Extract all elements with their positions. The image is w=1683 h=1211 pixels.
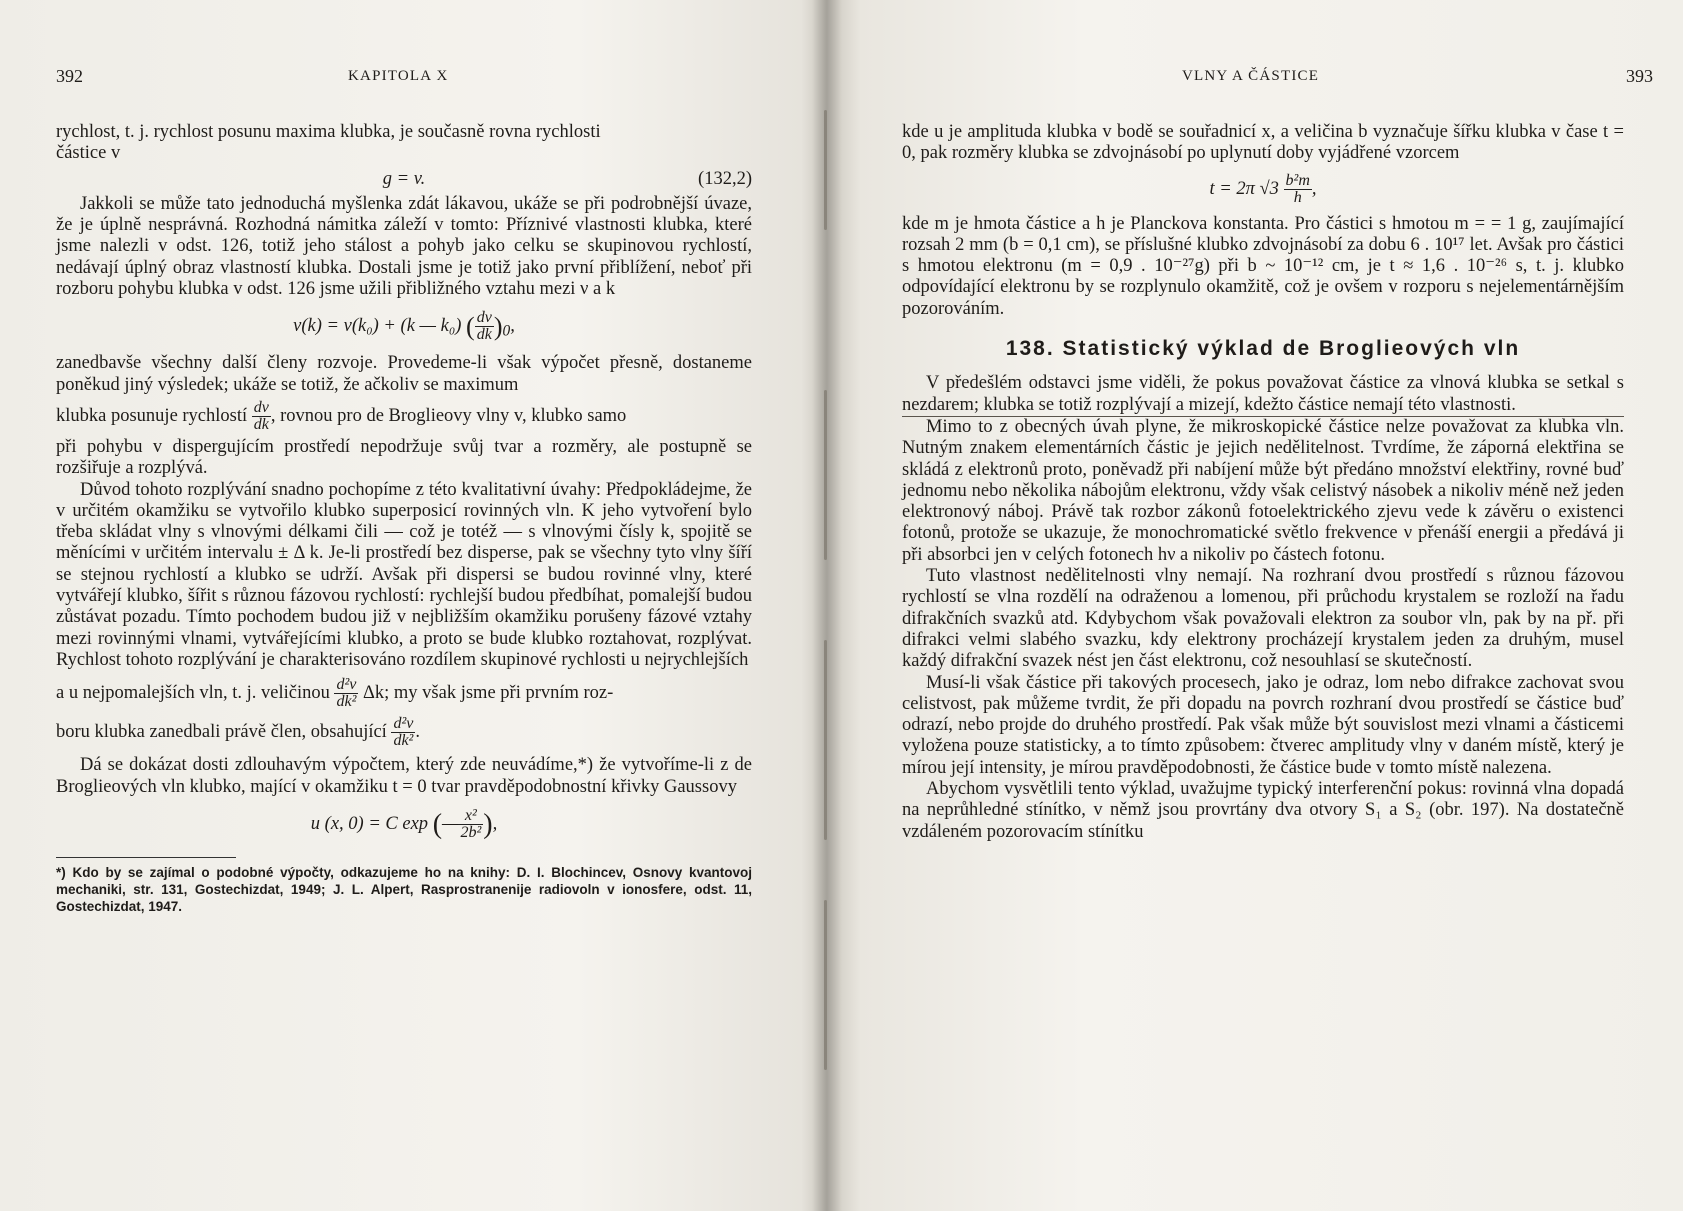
- section-heading: 138. Statistický výklad de Broglieových vln: [1005, 337, 1521, 361]
- footnote: *) Kdo by se zajímal o podobné výpočty, odkazujeme ho na knihy: D. I. Blochincev, Osnovy kvantovoj mechaniki, str. 131, Gostechizdat, 1949; J. L. Alpert, Rasprostranenije radiovoln v ionosfere, odst. 11, Gostechizdat, 1947.: [56, 864, 752, 914]
- paragraph: kde m je hmota částice a h je Planckova konstanta. Pro částici s hmotou m = = 1 g, zaujímající rozsah 2 mm (b = 0,1 cm), se příslušné klubko zdvojnásobí za dobu 6 . 10¹⁷ let. Avšak pro částici s hmotou elektronu (m = 0,9 . 10⁻²⁷g) při b ~ 10⁻¹² cm, je t ≈ 1,6 . 10⁻²⁶ s, t. j. klubko odpovídající elektronu by se rozplynulo okamžitě, což je ovšem v rozporu s nejelementárnějším pozorováním.: [902, 213, 1624, 319]
- equation-number: (132,2): [698, 168, 752, 189]
- right-page: [826, 0, 1683, 1211]
- equation-text: ν(k) = ν(k₀) + (k — k₀): [293, 316, 462, 337]
- paragraph: Dá se dokázat dosti zdlouhavým výpočtem, který zde neuvádíme,*) že vytvoříme-li z de Broglieových vln klubko, mající v okamžiku t = 0 tvar pravděpodobnostní křivky Gaussovy: [56, 755, 752, 797]
- equation-doubling-time: t = 2π √3 $\frac{\text{b²m}}{h}$ ,: [1209, 171, 1317, 206]
- paragraph: zanedbavše všechny další členy rozvoje. Provedeme-li však výpočet přesně, dostaneme poněkud jiný výsledek; ukáže se totiž, že ačkoliv se maximum: [56, 353, 752, 395]
- binding-stitch: [824, 390, 827, 560]
- fraction: $\frac{\text{d²ν}}{\text{dk²}}$: [336, 676, 357, 711]
- fraction: $\frac{d\nu}{dk}$: [253, 398, 269, 433]
- paragraph: Důvod tohoto rozplývání snadno pochopíme z této kvalitativní úvahy: Předpokládejme, že v určitém okamžiku se vytvořilo klubko superposicí rovinných vln. K jeho vytvoření bylo třeba skládat vlny s vlnovými délkami čili — což je totéž — s vlnovými čísly k, spojitě se měnícími v určitém intervalu ± Δ k. Je-li prostředí bez disperse, pak se všechny tyto vlny šíří se stejnou rychlostí a klubko se udrží. Avšak při dispersi se budou rovinné vlny, které vytvářejí klubko, šířit s různou fázovou rychlostí: rychlejší budou předbíhat, pomalejší budou zůstávat pozadu. Tímto pochodem budou již v nejbližším okamžiku porušeny fázové vztahy mezi rovinnými vlnami, vytvářejícími klubko, a proto se bude klubko roztahovat, rozplývat. Rychlost tohoto rozplývání je charakterisováno rozdílem skupinové rychlosti u nejrychlejších: [56, 479, 752, 670]
- equation-132-2: [56, 169, 752, 190]
- binding-stitch: [824, 110, 827, 230]
- paragraph-with-fraction: a u nejpomalejších vln, t. j. veličinou $\frac{\text{d²ν}}{\text{dk²}}$ Δk; my však jsme při prvním roz-: [56, 676, 614, 711]
- right-text-block: [902, 122, 1624, 843]
- page-number-right: 393: [1626, 66, 1653, 86]
- subscript: 0: [502, 322, 511, 340]
- running-head-left: KAPITOLA X: [348, 68, 449, 84]
- left-text-block: [56, 122, 752, 915]
- fraction: $\frac{\text{b²m}}{h}$: [1285, 171, 1310, 206]
- equation-expansion: ν(k) = ν(k₀) + (k — k₀) ( $\frac{d\nu}{dk}$ )$_0$,: [293, 309, 515, 344]
- running-head-right: VLNY A ČÁSTICE: [1182, 68, 1320, 84]
- paragraph: Tuto vlastnost nedělitelnosti vlny nemají. Na rozhraní dvou prostředí s různou fázovou rychlostí se vlna rozdělí na odraženou a lomenou, při průchodu krystalem se rozloží na řadu difrakčních svazků atd. Kdybychom však považovali elektron za soubor vln, pak by na př. při difrakci velmi slabého svazku, kdy elektrony procházejí krystalem jeden za druhým, musel každý difrakční svazek nést jen část elektronu, což nesouhlasí se skutečností.: [902, 566, 1624, 672]
- paragraph: Mimo to z obecných úvah plyne, že mikroskopické částice nelze považovat za klubka vln. Nutným znakem elementárních částic je jejich nedělitelnost. Tvrdíme, že záporná elektřina se skládá z elektronů proto, poněvadž při nabíjení může být předáno množství elektřiny, rovné buď jednomu nebo několika nábojům elektronu, vždy však celistvý násobek a nikoliv méně než jeden elektronový náboj. Právě tak rozbor zákonů fotoelektrického zjevu vede k závěru o existenci fotonů, protože se ukazuje, že monochromatické světlo frekvence ν přenáší energii a předává ji při absorbci jen v celých fotonech hν a nikoliv po částech fotonu.: [902, 416, 1624, 565]
- paragraph: Musí-li však částice při takových procesech, jako je odraz, lom nebo difrakce zachovat svou celistvost, pak můžeme tvrdit, že při dopadu na povrch rozhraní dvou prostředí se částice buď odrazí, nebo projde do druhého prostředí. Pak však může být souvislost mezi vlnami a částicemi vyložena pouze statisticky, a to tímto způsobem: čtverec amplitudy vlny v daném místě, který je mírou její intensity, je mírou pravděpodobnosti, že částice bude v tomto místě nalezena.: [902, 672, 1624, 778]
- equation-text: u (x, 0) = C exp: [310, 813, 429, 834]
- fraction: $\frac{d\nu}{dk}$: [476, 309, 492, 344]
- gutter-shadow: [812, 0, 842, 1211]
- footnote-rule: [56, 857, 236, 858]
- left-page: [0, 0, 826, 1211]
- paragraph: při pohybu v dispergujícím prostředí nepodržuje svůj tvar a rozměry, ale postupně se rozšiřuje a rozplývá.: [56, 436, 752, 479]
- paragraph: kde u je amplituda klubka v bodě se souřadnicí x, a veličina b vyznačuje šířku klubka v čase t = 0, pak rozměry klubka se zdvojnásobí po uplynutí doby vyjádřené vzorcem: [902, 122, 1624, 164]
- paragraph: Jakkoli se může tato jednoduchá myšlenka zdát lákavou, ukáže se při podrobnější úvaze, že je úplně nesprávná. Rozhodná námitka záleží v tomto: Příznivé vlastnosti klubka, které jsme nalezli v odst. 126, totiž jeho stálost a pohyb jako celku se skupinovou rychlostí, nedávají úplný obraz vlastností klubka. Dostali jsme je totiž jako první přiblížení, neboť při rozboru pohybu klubka v odst. 126 jsme užili přibližného vztahu mezi ν a k: [56, 193, 752, 300]
- paragraph: rychlost, t. j. rychlost posunu maxima klubka, je současně rovna rychlosti: [56, 122, 601, 142]
- fraction: $\frac{\text{d²ν}}{\text{dk²}}$: [393, 715, 414, 750]
- fraction: $\frac{\text{x²}}{\text{2b²}}$: [460, 806, 482, 841]
- page-number-left: 392: [56, 66, 83, 86]
- paragraph: částice v: [56, 143, 121, 164]
- equation-gauss: u (x, 0) = C exp (— $\frac{\text{x²}}{\text{2b²}}$ ),: [310, 806, 498, 841]
- binding-stitch: [824, 900, 827, 1070]
- paragraph: V předešlém odstavci jsme viděli, že pokus považovat částice za vlnová klubka se setkal s nezdarem; klubka se totiž rozplývají a mizejí, kdežto částice nemají této vlastnosti.: [902, 373, 1624, 417]
- binding-stitch: [824, 640, 827, 840]
- paragraph-with-fraction: boru klubka zanedbali právě člen, obsahující $\frac{\text{d²ν}}{\text{dk²}}$ .: [56, 715, 420, 750]
- equation-text: g = v.: [382, 168, 426, 189]
- paragraph: Abychom vysvětlili tento výklad, uvažujme typický interferenční pokus: rovinná vlna dopadá na neprůhledné stínítko, v němž jsou provrtány dva otvory S₁ a S₂ (obr. 197). Na dostatečně vzdáleném pozorovacím stínítku: [902, 779, 1624, 842]
- paragraph-with-fraction: klubka posunuje rychlostí $\frac{d\nu}{dk}$ , rovnou pro de Broglieovy vlny v, klubko samo: [56, 398, 627, 433]
